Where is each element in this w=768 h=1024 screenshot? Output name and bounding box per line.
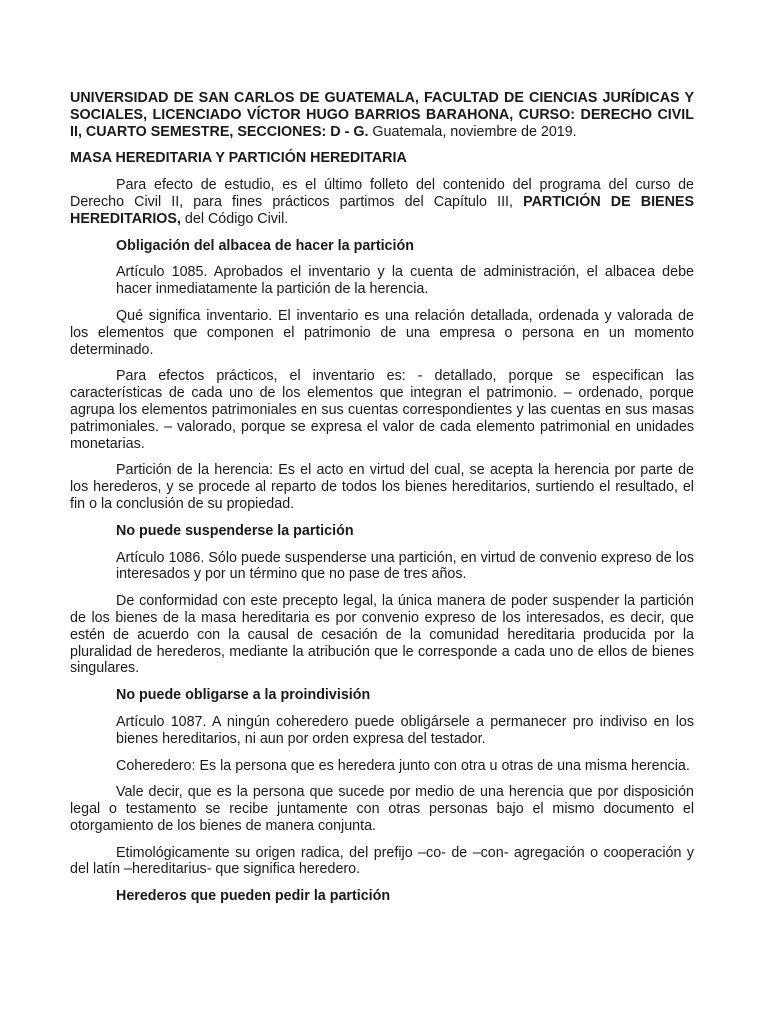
paragraph-vale-decir: Vale decir, que es la persona que sucede por medio de una herencia que por disposición legal o testamento se recibe juntamente con otras personas bajo el mismo documento el otorgamiento de los bienes de manera conjunta. (70, 784, 694, 834)
intro-bold-chapter: PARTICIÓN DE BIENES HEREDITARIOS, (70, 193, 694, 227)
header-institution: UNIVERSIDAD DE SAN CARLOS DE GUATEMALA, FACULTAD DE CIENCIAS JURÍDICAS Y SOCIALES, LICENCIADO VÍCTOR HUGO BARRIOS BARAHONA, CURSO: DERECHO CIVIL II, CUARTO SEMESTRE, SECCIONES: D - G. (70, 90, 694, 140)
header-date: Guatemala, noviembre de 2019. (368, 123, 577, 140)
intro-text-start: Para efecto de estudio, es el último folleto del contenido del programa del curso de Derecho Civil II, para fines prácticos partimos del Capítulo III, (70, 177, 694, 210)
document-page (70, 90, 694, 915)
article-1085: Artículo 1085. Aprobados el inventario y la cuenta de administración, el albacea debe hacer inmediatamente la partición de la herencia. (116, 264, 694, 298)
article-1086: Artículo 1086. Sólo puede suspenderse una partición, en virtud de convenio expreso de los interesados y por un término que no pase de tres años. (116, 549, 694, 583)
document-title: MASA HEREDITARIA Y PARTICIÓN HEREDITARIA (70, 150, 407, 167)
section-heading-albacea: Obligación del albacea de hacer la partición (116, 237, 414, 254)
paragraph-inventario-efectos: Para efectos prácticos, el inventario es: - detallado, porque se especifican las características de cada uno de los elementos que integran el patrimonio. – ordenado, porque agrupa los elementos patrimoniales en sus cuentas correspondientes y las cuentas en sus masas patrimoniales. – valorado, porque se expresa el valor de cada elemento patrimonial en unidades monetarias. (70, 368, 694, 452)
intro-text-end: del Código Civil. (180, 210, 289, 227)
document-header (70, 90, 694, 140)
paragraph-etimologia: Etimológicamente su origen radica, del prefijo –co- de –con- agregación o cooperación y del latín –hereditarius- que significa heredero. (70, 844, 694, 878)
paragraph-suspension: De conformidad con este precepto legal, la única manera de poder suspender la partición de los bienes de la masa hereditaria es por convenio expreso de los interesados, es decir, que estén de acuerdo con la causal de cesación de la comunidad hereditaria producida por la pluralidad de herederos, mediante la atribución que le corresponde a cada uno de ellos de bienes singulares. (70, 593, 694, 677)
paragraph-inventario-definicion: Qué significa inventario. El inventario es una relación detallada, ordenada y valorada de los elementos que componen el patrimonio de una empresa o persona en un momento determinado. (70, 307, 694, 358)
section-heading-suspenderse: No puede suspenderse la partición (116, 522, 354, 539)
paragraph-coheredero: Coheredero: Es la persona que es heredera junto con otra u otras de una misma herencia. (116, 757, 690, 774)
section-heading-proindivision: No puede obligarse a la proindivisión (116, 687, 371, 704)
intro-paragraph (70, 177, 694, 227)
section-heading-herederos: Herederos que pueden pedir la partición (116, 888, 391, 905)
paragraph-particion-herencia: Partición de la herencia: Es el acto en virtud del cual, se acepta la herencia por parte de los herederos, y se procede al reparto de todos los bienes hereditarios, surtiendo el resultado, el fin o la conclusión de su propiedad. (70, 462, 694, 512)
article-1087: Artículo 1087. A ningún coheredero puede obligársele a permanecer pro indiviso en los bienes hereditarios, ni aun por orden expresa del testador. (116, 713, 694, 747)
